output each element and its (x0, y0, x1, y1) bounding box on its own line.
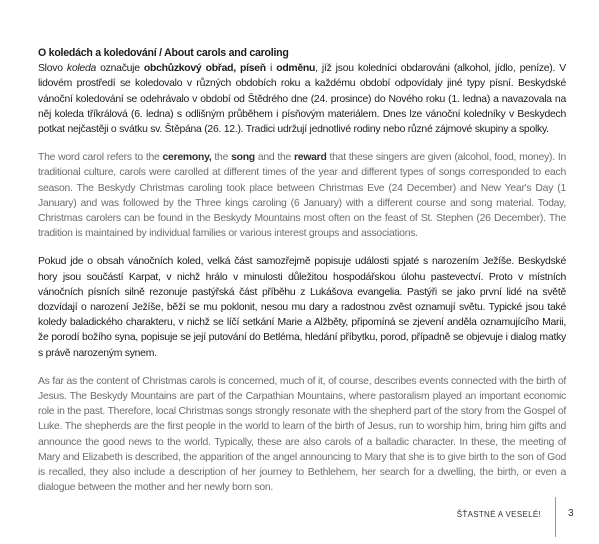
paragraph-en-2: As far as the content of Christmas carols is concerned, much of it, of course, describes events connected with the birth of Jesus. The Beskydy Mountains are part of the Carpathian Mountains, where pastoralism played an important economic role in the past. Therefore, local Christmas songs strongly resonate with the shepherd part of the story from the Gospel of Luke. The shepherds are the first people in the world to learn of the birth of Jesus, run to worship him, bring him gifts and announce the good news to the world. Typically, these are also carols of a balladic character. In these, the meeting of Mary and Elizabeth is described, the apparition of the angel announcing to Mary that she is to give birth to the son of God is recalled, they also include a description of her journey to Bethlehem, her search for a dwelling, the birth, or even a dialogue between the mother and her newly born son. (38, 375, 566, 494)
footer-text: ŠŤASTNÉ A VESELÉ! (456, 510, 541, 519)
text: označuje (96, 63, 144, 75)
text: The word carol refers to the (38, 152, 163, 164)
text: Slovo (38, 63, 67, 75)
page-content (38, 46, 566, 495)
bold-term: ceremony, (162, 152, 212, 164)
bold-term: reward (294, 152, 327, 164)
page-number: 3 (568, 508, 574, 519)
paragraph-cz-1 (38, 46, 566, 137)
text: the (211, 152, 232, 164)
text: that these singers are given (alcohol, food, money). In traditional culture, carols were carolled at different times of the year and different types of songs corresponded to each season. The Beskydy Christmas caroling took place between Christmas Eve (24 December) and New Year's Day (1 January) and was followed by the Three kings caroling (6 January) with a different course and song material. Today, Christmas carolers can be found in the Beskydy Mountains most often on the feast of St. Stephen (26 December). The tradition is maintained by individual families or various interest groups and associations. (38, 152, 566, 240)
bold-term: song (231, 152, 255, 164)
text: i (265, 63, 277, 75)
paragraph-en-1 (38, 150, 566, 241)
footer-divider (555, 497, 556, 537)
text: and the (254, 152, 294, 164)
section-title: O koledách a koledování / About carols and caroling (38, 47, 289, 59)
text: , jíž jsou koledníci obdarováni (alkohol, jídlo, peníze). V lidovém prostředí se koledovalo v různých obdobích roku a každému období odpovídaly jiné typy písní. Beskydské vánoční koledování se odehrávalo v období od Štědrého dne (24. prosince) do Nového roku (1. ledna) a navazovala na něj koleda tříkrálová (6. ledna) s odlišným průběhem i písňovým materiálem. Dnes lze vánoční koledníky v Beskydech potkat nejčastěji o svátku sv. Štěpána (26. 12.). Tradici udržují jednotlivé rodiny nebo různé zájmové skupiny a spolky. (38, 63, 566, 136)
bold-term: obchůzkový obřad, píseň (143, 63, 266, 75)
italic-word: koleda (66, 63, 97, 75)
bold-term: odměnu (276, 63, 316, 75)
paragraph-cz-2: Pokud jde o obsah vánočních koled, velká část samozřejmě popisuje události spjaté s narozením Ježíše. Beskydské hory jsou součástí Karpat, v nichž hrálo v minulosti důležitou hospodářskou úlohu pastevectví. Proto v místních vánočních písních silně rezonuje pastýřská část příběhu z Lukášova evangelia. Pastýři se jako první lidé na světě dozvídají o narození Ježíše, běží se mu poklonit, nesou mu dary a radostnou zvěst oznamují světu. Typické jsou také koledy baladického charakteru, v nichž se líčí setkání Marie a Alžběty, připomíná se zjevení anděla oznamujícího Marii, že porodí božího syna, popisuje se její putování do Betléma, hledání příbytku, porod, případně se objevuje i dialog matky s právě narozeným synem. (38, 256, 566, 359)
